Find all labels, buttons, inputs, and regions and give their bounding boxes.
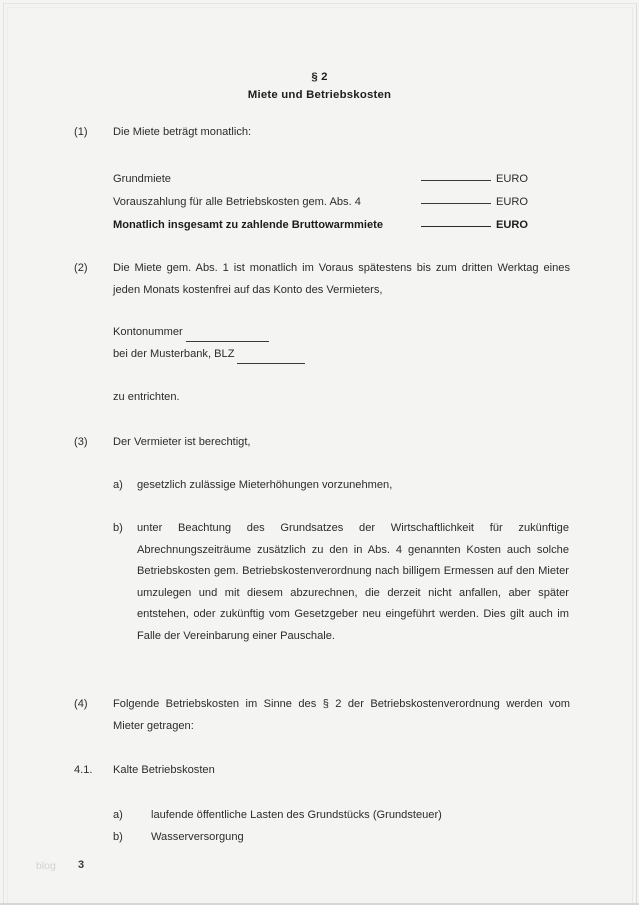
page-number: 3	[78, 859, 85, 871]
account-number-line	[113, 322, 269, 344]
subsection-4-1-item-a	[113, 805, 569, 827]
closing-text: zu entrichten.	[113, 391, 180, 403]
fee-unit: EURO	[496, 219, 529, 231]
clause-2	[74, 258, 570, 301]
subsection-4-1-item-b-text: Wasserversorgung	[151, 831, 244, 843]
clause-2-marker: (2)	[74, 262, 88, 274]
subsection-4-1-item-a-text: laufende öffentliche Lasten des Grundstücks (Grundsteuer)	[151, 809, 442, 821]
account-number-input[interactable]	[186, 341, 269, 342]
clause-3-item-a-text: gesetzlich zulässige Mieterhöhungen vorzunehmen,	[137, 479, 393, 491]
footer-watermark: blog	[36, 860, 56, 872]
fee-label: Vorauszahlung für alle Betriebskosten gem. Abs. 4	[113, 196, 361, 208]
clause-4	[74, 694, 570, 737]
clause-3-item-a-marker: a)	[113, 479, 123, 491]
clause-4-marker: (4)	[74, 698, 88, 710]
bank-blz-input[interactable]	[237, 363, 305, 364]
fee-row-vorauszahlung	[113, 192, 570, 213]
subsection-4-1-marker: 4.1.	[74, 764, 93, 776]
clause-2-text: Die Miete gem. Abs. 1 ist monatlich im Voraus spätestens bis zum dritten Werktag eines jeden Monats kostenfrei auf das Konto des Vermieters,	[113, 262, 570, 296]
subsection-4-1-item-b	[113, 827, 569, 849]
clause-3	[74, 432, 570, 454]
clause-3-item-b	[113, 518, 569, 647]
fee-row-bruttowarmmiete	[113, 215, 570, 236]
section-symbol: § 2	[311, 71, 328, 83]
fee-blank-field[interactable]	[421, 226, 491, 227]
fee-label: Monatlich insgesamt zu zahlende Bruttowarmmiete	[113, 219, 383, 231]
subsection-4-1-title: Kalte Betriebskosten	[113, 764, 215, 776]
clause-3-marker: (3)	[74, 436, 88, 448]
section-title: Miete und Betriebskosten	[247, 89, 392, 101]
fee-blank-field[interactable]	[421, 203, 491, 204]
clause-1-text: Die Miete beträgt monatlich:	[113, 126, 252, 138]
page-title	[0, 68, 639, 104]
clause-1	[74, 122, 570, 144]
fee-blank-field[interactable]	[421, 180, 491, 181]
subsection-4-1	[74, 760, 570, 782]
subsection-4-1-item-b-marker: b)	[113, 831, 123, 843]
clause-3-item-a	[113, 475, 569, 497]
clause-4-text: Folgende Betriebskosten im Sinne des § 2 der Betriebskostenverordnung werden vom Mieter getragen:	[113, 698, 570, 732]
account-number-label: Kontonummer	[113, 326, 183, 338]
clause-1-marker: (1)	[74, 126, 88, 138]
page-footer	[36, 859, 236, 877]
fee-label: Grundmiete	[113, 173, 171, 185]
bank-blz-line	[113, 344, 305, 366]
fee-row-grundmiete	[113, 169, 570, 190]
clause-3-item-b-marker: b)	[113, 522, 123, 534]
clause-3-text: Der Vermieter ist berechtigt,	[113, 436, 251, 448]
fee-unit: EURO	[496, 196, 529, 208]
bank-blz-label: bei der Musterbank, BLZ	[113, 348, 235, 360]
fee-unit: EURO	[496, 173, 529, 185]
subsection-4-1-item-a-marker: a)	[113, 809, 123, 821]
clause-3-item-b-text: unter Beachtung des Grundsatzes der Wirtschaftlichkeit für zukünftige Abrechnungszeiträume zusätzlich zu den in Abs. 4 genannten Kosten auch solche Betriebskosten gem. Betriebskostenverordnung nach billigem Ermessen auf den Mieter umzulegen und mit diesem abzurechnen, die derzeit nicht anfallen, aber später entstehen, oder zukünftig vom Gesetzgeber neu eingeführt werden. Dies gilt auch im Falle der Vereinbarung einer Pauschale.	[137, 522, 569, 642]
